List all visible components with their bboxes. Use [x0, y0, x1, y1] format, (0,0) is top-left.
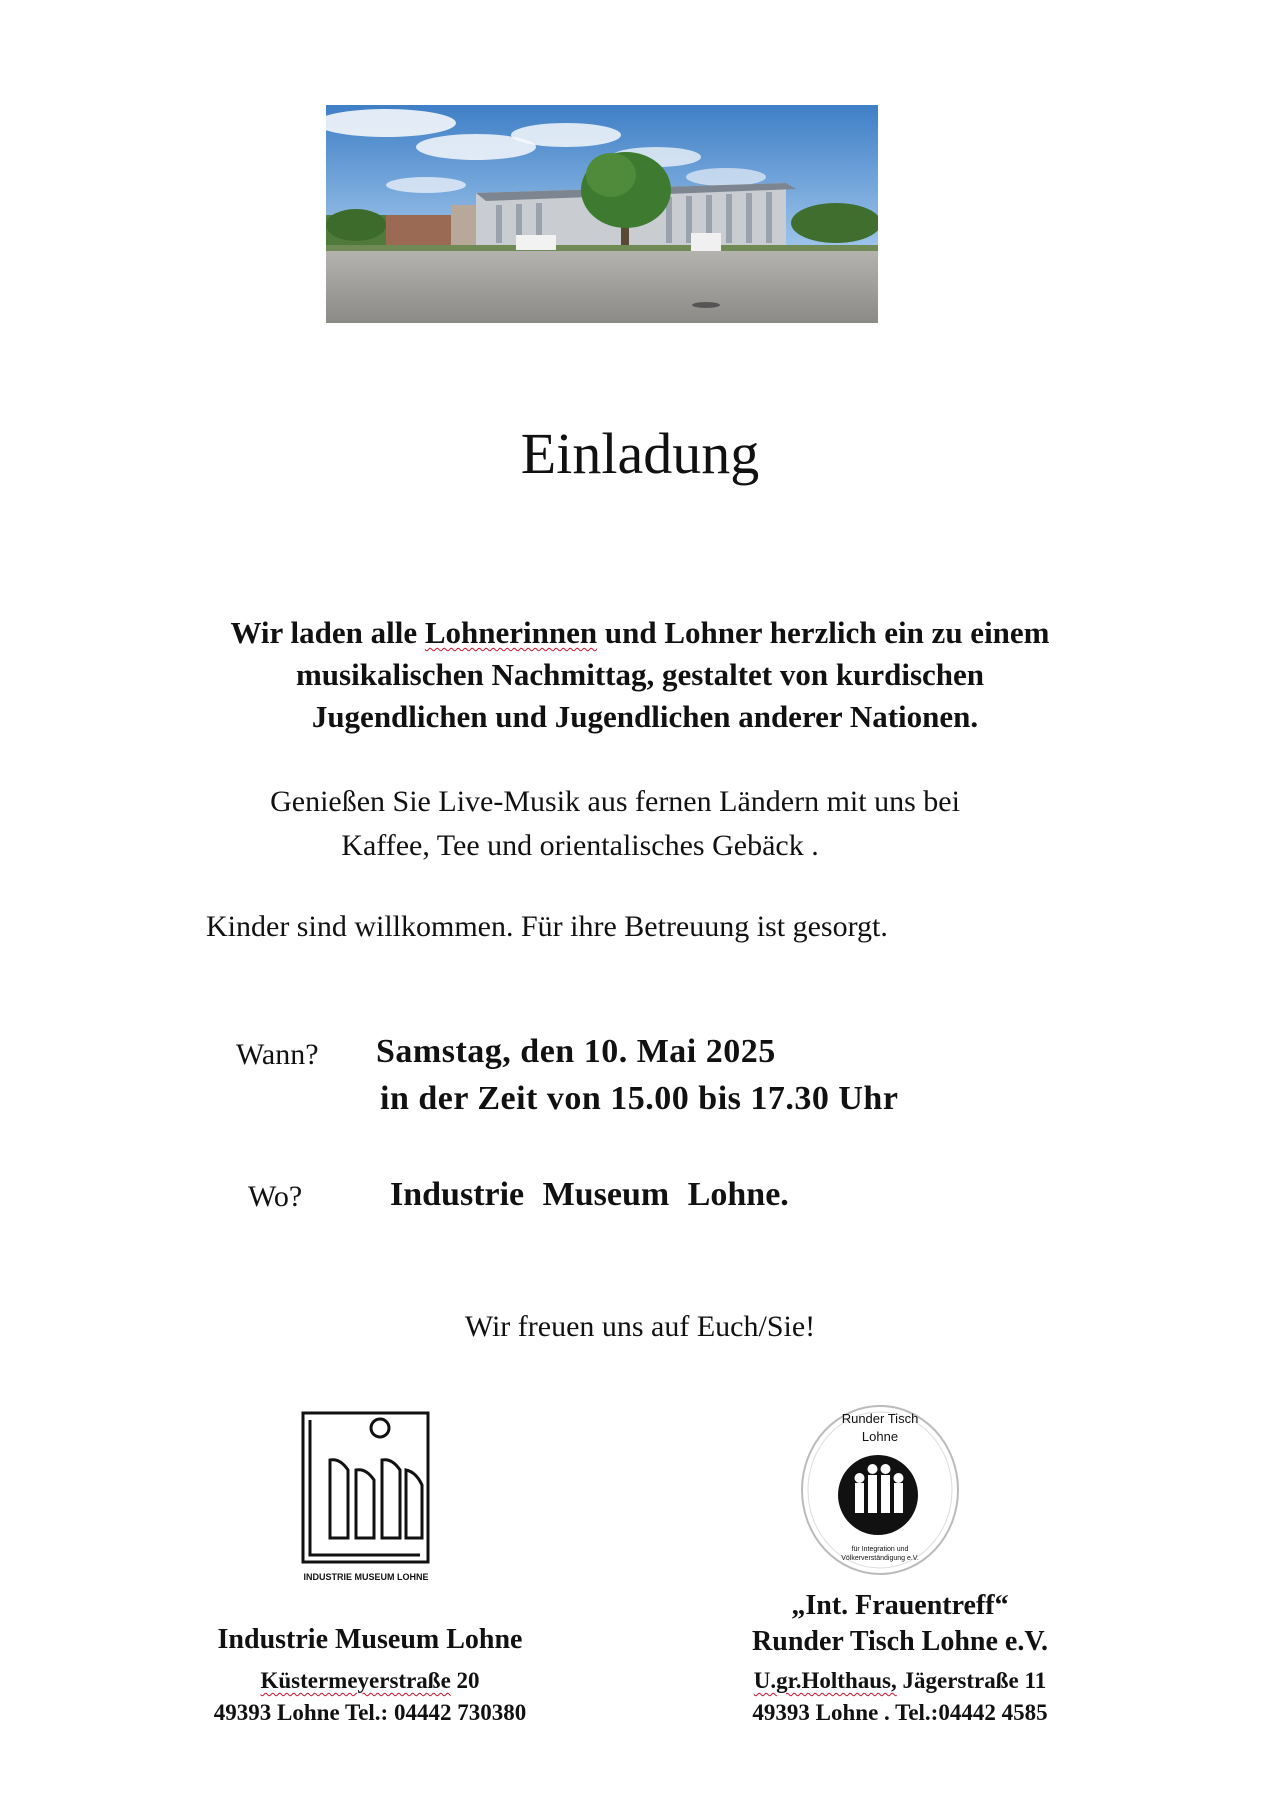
museum-city-phone: 49393 Lohne Tel.: 04442 730380 [213, 1700, 527, 1725]
when-label: Wann? [236, 1038, 319, 1071]
when-date: Samstag, den 10. Mai 2025 [376, 1033, 776, 1070]
rt-logo-top-text-2: Lohne [861, 1429, 899, 1444]
invitation-intro [0, 612, 1280, 738]
where-label: Wo? [248, 1180, 303, 1213]
rt-logo-top-text-1: Runder Tisch [841, 1411, 919, 1426]
rt-logo-bottom-text-2: Völkerverständigung e.V. [841, 1555, 919, 1562]
page-title: Einladung [520, 421, 760, 486]
runder-tisch-logo [780, 1395, 980, 1585]
museum-logo-caption: INDUSTRIE MUSEUM LOHNE [303, 1572, 429, 1582]
intro-line-2: musikalischen Nachmittag, gestaltet von kurdischen [295, 657, 985, 692]
spellcheck-word: Lohnerinnen [424, 615, 598, 650]
enjoy-line-2: Kaffee, Tee und orientalisches Gebäck . [341, 829, 819, 862]
enjoy-line-1: Genießen Sie Live-Musik aus fernen Ländern mit uns bei [270, 785, 960, 818]
museum-name: Industrie Museum Lohne [217, 1624, 523, 1655]
enjoy-paragraph [0, 780, 1280, 868]
closing-line: Wir freuen uns auf Euch/Sie! [464, 1310, 816, 1343]
frauentreff-name: „Int. Frauentreff“ [791, 1590, 1009, 1621]
museum-street: Küstermeyerstraße 20 [260, 1668, 480, 1693]
museum-photo [326, 105, 878, 323]
runder-tisch-city-phone: 49393 Lohne . Tel.:04442 4585 [752, 1700, 1048, 1725]
where-venue: Industrie Museum Lohne. [390, 1176, 789, 1213]
industrie-museum-logo [300, 1410, 432, 1588]
intro-line-3: Jugendlichen und Jugendlichen anderer Nationen. [311, 699, 979, 734]
runder-tisch-name: Runder Tisch Lohne e.V. [752, 1626, 1048, 1657]
when-time: in der Zeit von 15.00 bis 17.30 Uhr [380, 1080, 899, 1117]
runder-tisch-contact: U.gr.Holthaus, Jägerstraße 11 [753, 1668, 1047, 1693]
kids-note: Kinder sind willkommen. Für ihre Betreuung ist gesorgt. [206, 910, 888, 943]
intro-line-1: Wir laden alle Lohnerinnen und Lohner herzlich ein zu einem [230, 615, 1050, 650]
museum-building-image [326, 105, 878, 323]
rt-logo-bottom-text-1: für Integration und [851, 1546, 909, 1553]
